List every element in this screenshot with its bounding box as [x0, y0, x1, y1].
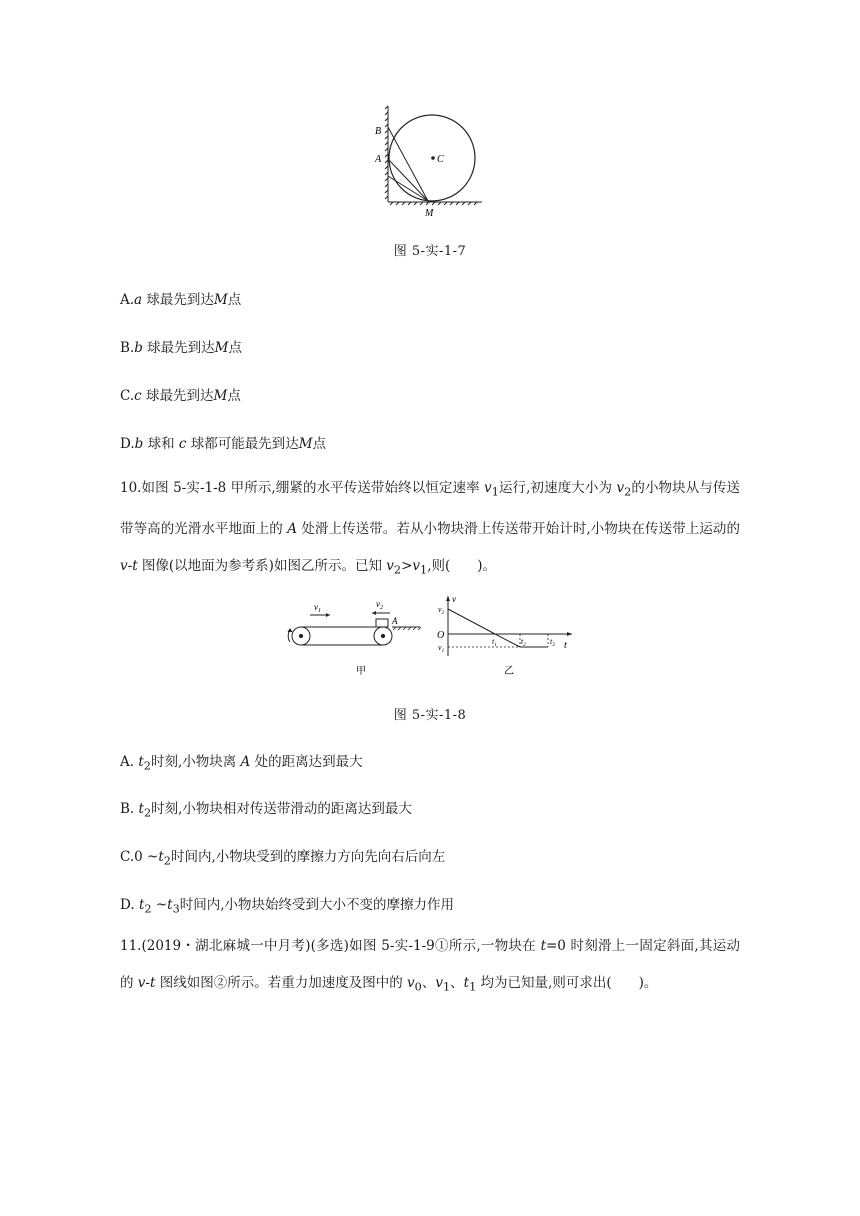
label-yi-t2: $t_2$ — [521, 637, 526, 648]
arrow-v1-head — [326, 613, 330, 617]
figure-5-1-8 — [280, 594, 580, 686]
label-yi-t1: $t_1$ — [492, 637, 497, 648]
q10-option-b: B. $t_2$时刻,小物块相对传送带滑动的距离达到最大 — [120, 801, 412, 820]
question-11: 11.(2019・湖北麻城一中月考)(多选)如图 5-实-1-9①所示,一物块在 t=0 时刻滑上一固定斜面,其运动的 v-t 图线如图②所示。若重力加速度及图中的 $v_0$、$v_1$、$t_1$ 均为已知量,则可求出( )。 — [120, 938, 740, 994]
label-yi-o: O — [437, 630, 445, 641]
chord-bm — [388, 127, 428, 201]
wall-hatching — [385, 106, 482, 205]
label-jia: 甲 — [356, 666, 366, 677]
label-a: A — [375, 154, 382, 165]
label-yi-v: v — [452, 594, 456, 604]
label-c: C — [437, 154, 444, 165]
label-yi-t: t — [564, 640, 567, 651]
center-point-c — [431, 156, 435, 160]
arrow-v2-head — [372, 611, 376, 615]
q9-option-d: D.b 球和 c 球都可能最先到达M点 — [120, 436, 327, 452]
q9-option-c: C.c 球最先到达M点 — [120, 388, 241, 404]
label-jia-v1: $v_1$ — [314, 602, 321, 614]
label-m: M — [425, 208, 434, 219]
q10-option-a: A. $t_2$时刻,小物块离 A 处的距离达到最大 — [120, 754, 363, 773]
label-jia-a: A — [392, 616, 398, 626]
label-yi-v1: $v_1$ — [438, 643, 445, 654]
figure-caption-5-1-8: 图 5-实-1-8 — [393, 708, 467, 723]
label-yi: 乙 — [504, 666, 514, 677]
figure-caption-5-1-7: 图 5-实-1-7 — [393, 244, 467, 259]
axis-v-head — [446, 596, 450, 601]
conveyor-belt-jia — [288, 619, 420, 645]
label-jia-v2: $v_2$ — [376, 599, 383, 611]
label-b: B — [375, 126, 382, 137]
label-yi-t3: $t_3$ — [550, 637, 555, 648]
q10-option-c: C.0 $\sim t_2$时间内,小物块受到的摩擦力方向先向右后向左 — [120, 849, 446, 868]
graph-line-v2-to-t1 — [448, 609, 495, 634]
q9-option-b: B.b 球最先到达M点 — [120, 340, 242, 356]
graph-line-t1-to-t2 — [495, 634, 520, 647]
q10-option-d: D. $t_2$ $\sim t_3$时间内,小物块始终受到大小不变的摩擦力作用 — [120, 897, 455, 916]
figure-5-1-7 — [370, 96, 494, 220]
question-10: 10.如图 5-实-1-8 甲所示,绷紧的水平传送带始终以恒定速率 $v_1$运行,初速度大小为 $v_2$的小物块从与传送带等高的光滑水平地面上的 A 处滑上传送带。若从小物块滑上传送带开始计时,小物块在传送带上运动的 v-t 图像(以地面为参考系)如图乙所示。已知 $v_2>v_1$,则( )。 — [120, 480, 740, 577]
q9-option-a: A.a 球最先到达M点 — [120, 292, 242, 308]
label-yi-v2: $v_2$ — [438, 605, 445, 616]
axis-t-head — [567, 632, 572, 636]
